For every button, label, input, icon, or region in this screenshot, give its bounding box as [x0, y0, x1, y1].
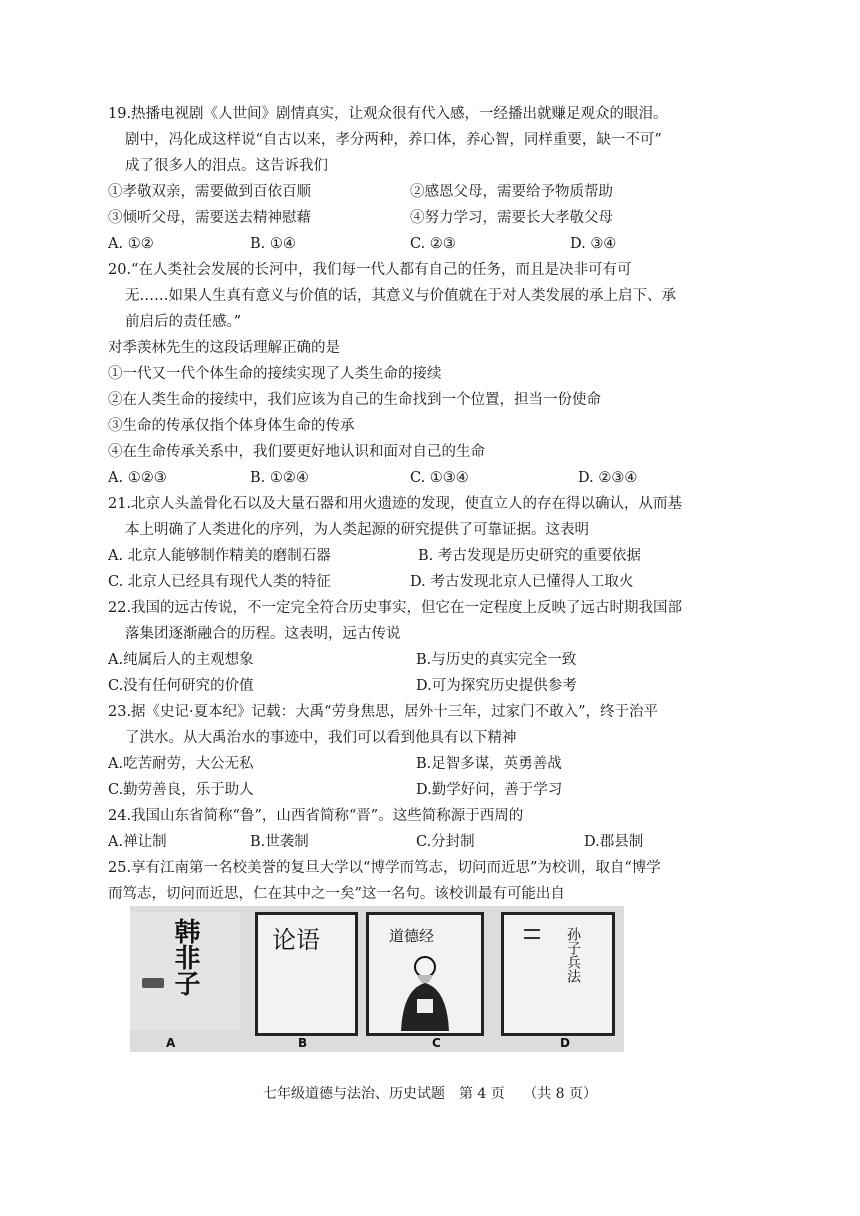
q20-line-3: 前启后的责任感。”	[125, 314, 242, 330]
book-cover-d	[501, 912, 615, 1036]
q19-statement-4: ④努力学习，需要长大孝敬父母	[410, 210, 613, 226]
q22-option-d: D.可为探究历史提供参考	[416, 678, 577, 694]
q19-option-c: C. ②③	[410, 236, 456, 252]
q19-statement-1: ①孝敬双亲，需要做到百依百顺	[108, 184, 311, 200]
q19-line-3: 成了很多人的泪点。这告诉我们	[125, 158, 328, 174]
q23-option-d: D.勤学好问，善于学习	[416, 782, 563, 798]
sage-figure-icon	[395, 953, 455, 1031]
q20-statement-2: ②在人类生命的接续中，我们应该为自己的生命找到一个位置，担当一份使命	[108, 392, 601, 408]
q24-option-b: B.世袭制	[250, 834, 309, 850]
book-cover-a	[130, 912, 240, 1030]
q21-option-d: D. 考古发现北京人已懂得人工取火	[410, 574, 634, 590]
q19-option-d: D. ③④	[570, 236, 617, 252]
book-b-letter: B	[298, 1036, 308, 1050]
q22-line-1: 22.我国的远古传说，不一定完全符合历史事实，但它在一定程度上反映了远古时期我国部	[108, 600, 683, 616]
q21-option-a: A. 北京人能够制作精美的磨制石器	[108, 548, 331, 564]
q19-line-2: 剧中，冯化成这样说“自古以来，孝分两种，养口体，养心智，同样重要，缺一不可”	[125, 132, 662, 148]
q20-option-d: D. ②③④	[578, 470, 638, 486]
q19-statement-2: ②感恩父母，需要给予物质帮助	[410, 184, 613, 200]
q23-option-b: B.足智多谋，英勇善战	[416, 756, 562, 772]
q22-option-a: A.纯属后人的主观想象	[108, 652, 254, 668]
q20-option-b: B. ①②④	[250, 470, 309, 486]
book-a-letter: A	[166, 1036, 176, 1050]
q21-line-2: 本上明确了人类进化的序列，为人类起源的研究提供了可靠证据。这表明	[125, 522, 589, 538]
q23-option-c: C.勤劳善良，乐于助人	[108, 782, 254, 798]
book-covers-figure	[130, 906, 624, 1052]
q21-option-c: C. 北京人已经具有现代人类的特征	[108, 574, 331, 590]
q19-option-b: B. ①④	[250, 236, 296, 252]
q20-statement-3: ③生命的传承仅指个体身体生命的传承	[108, 418, 355, 434]
page-footer: 七年级道德与法治、历史试题 第 4 页 （共 8 页）	[262, 1086, 598, 1102]
book-cover-c	[366, 912, 484, 1036]
q20-option-a: A. ①②③	[108, 470, 167, 486]
book-b-title: 论语	[272, 926, 320, 954]
q21-line-1: 21.北京人头盖骨化石以及大量石器和用火遗迹的发现，使直立人的存在得以确认，从而基	[108, 496, 683, 512]
q19-statement-3: ③倾听父母，需要送去精神慰藉	[108, 210, 311, 226]
book-a-title: 韩非子	[170, 918, 200, 996]
q24-option-a: A.禅让制	[108, 834, 167, 850]
q20-line-1: 20.“在人类社会发展的长河中，我们每一代人都有自己的任务，而且是决非可有可	[108, 262, 632, 278]
q24-option-d: D.郡县制	[584, 834, 644, 850]
q19-line-1: 19.热播电视剧《人世间》剧情真实，让观众很有代入感，一经播出就赚足观众的眼泪。	[108, 106, 668, 122]
q21-option-b: B. 考古发现是历史研究的重要依据	[418, 548, 641, 564]
q23-option-a: A.吃苦耐劳，大公无私	[108, 756, 254, 772]
book-cover-b	[255, 912, 358, 1036]
q25-line-2: 而笃志，切问而近思，仁在其中之一矣”这一名句。该校训最有可能出自	[108, 886, 565, 902]
q25-line-1: 25.享有江南第一名校美誉的复旦大学以“博学而笃志，切问而近思”为校训，取自“博学	[108, 860, 661, 876]
q20-statement-4: ④在生命传承关系中，我们要更好地认识和面对自己的生命	[108, 444, 485, 460]
q24-option-c: C.分封制	[416, 834, 475, 850]
q20-statement-1: ①一代又一代个体生命的接续实现了人类生命的接续	[108, 366, 442, 382]
book-d-mark-icon	[524, 929, 540, 939]
q19-option-a: A. ①②	[108, 236, 154, 252]
q20-line-4: 对季羡林先生的这段话理解正确的是	[108, 340, 340, 356]
q22-line-2: 落集团逐渐融合的历程。这表明，远古传说	[125, 626, 401, 642]
book-d-title: 孙子兵法	[565, 927, 581, 983]
q20-line-2: 无……如果人生真有意义与价值的话，其意义与价值就在于对人类发展的承上启下、承	[125, 288, 676, 304]
q24-line-1: 24.我国山东省简称“鲁”，山西省简称“晋”。这些简称源于西周的	[108, 808, 524, 824]
q20-option-c: C. ①③④	[410, 470, 469, 486]
q23-line-2: 了洪水。从大禹治水的事迹中，我们可以看到他具有以下精神	[125, 730, 517, 746]
book-c-letter: C	[432, 1036, 441, 1050]
q22-option-c: C.没有任何研究的价值	[108, 678, 254, 694]
seal-mark-icon	[142, 978, 164, 988]
q22-option-b: B.与历史的真实完全一致	[416, 652, 577, 668]
book-d-letter: D	[560, 1036, 570, 1050]
book-c-title: 道德经	[389, 927, 435, 945]
q23-line-1: 23.据《史记·夏本纪》记载：大禹“劳身焦思，居外十三年，过家门不敢入”，终于治平	[108, 704, 658, 720]
